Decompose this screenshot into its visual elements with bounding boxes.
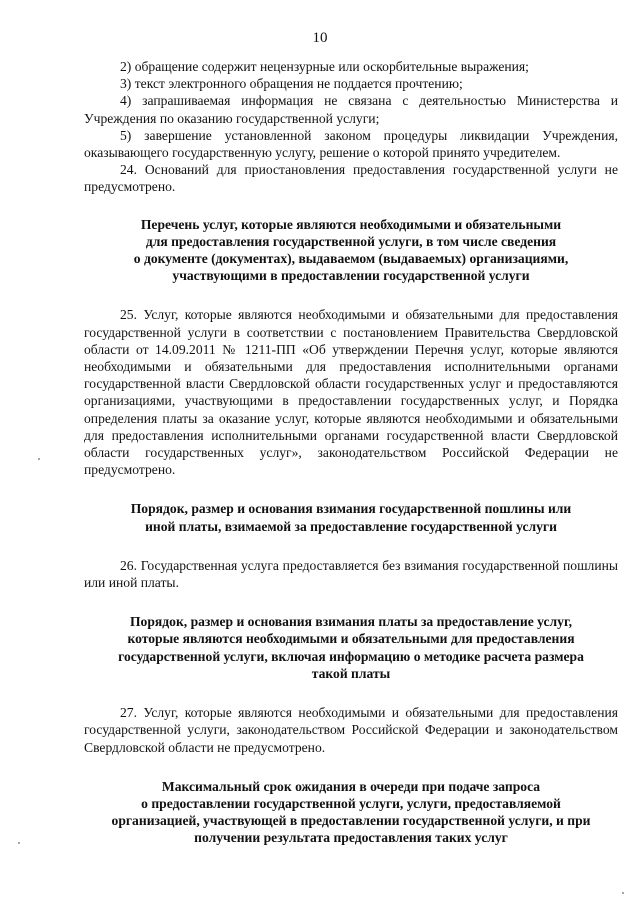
heading-line: иной платы, взимаемой за предоставление государственной услуги [145, 518, 557, 534]
page-number: 10 [312, 30, 328, 46]
section-heading-state-duty [84, 500, 618, 534]
list-item: 4) запрашиваемая информация не связана с деятельностью Министерства и Учреждения по оказанию государственной услуги; [84, 93, 618, 126]
heading-line: Порядок, размер и основания взимания платы за предоставление услуг, [129, 614, 573, 630]
heading-line: о документе (документах), выдаваемом (выдаваемых) организациями, [133, 251, 569, 267]
scan-speck [18, 842, 20, 844]
paragraph-25: 25. Услуг, которые являются необходимыми и обязательными для предоставления государственной услуги в соответствии с постановлением Правительства Свердловской области от 14.09.2011 № 1211-ПП «Об утверждении Перечня услуг, которые являются необходимыми и обязательными для предоставления исполнительными органами государственной власти Свердловской области государственных услуг и предоставляются организациями, участвующими в предоставлении государственных услуг, и Порядка определения платы за оказание услуг, которые являются необходимыми и обязательными для предоставления исполнительными органами государственной власти Свердловской области государственных услуг», законодательством Российской Федерации не предусмотрено. [84, 307, 618, 478]
page-content [84, 58, 618, 847]
scan-speck [622, 892, 624, 894]
list-item: 2) обращение содержит нецензурные или оскорбительные выражения; [120, 59, 529, 74]
section-heading-fee-procedure [84, 613, 618, 682]
heading-line: для предоставления государственной услуги, в том числе сведения [145, 233, 557, 249]
section-heading-required-services [84, 216, 618, 285]
heading-line: Перечень услуг, которые являются необходимыми и обязательными [140, 216, 562, 232]
heading-line: Порядок, размер и основания взимания государственной пошлины или [130, 501, 572, 517]
paragraph-24: 24. Оснований для приостановления предоставления государственной услуги не предусмотрено. [84, 162, 618, 195]
heading-line: такой платы [311, 665, 391, 681]
scan-speck [38, 458, 40, 460]
paragraph-26: 26. Государственная услуга предоставляется без взимания государственной пошлины или иной платы. [84, 557, 618, 591]
heading-line: о предоставлении государственной услуги, услуги, предоставляемой [141, 795, 561, 811]
heading-line: Максимальный срок ожидания в очереди при подаче запроса [161, 778, 541, 794]
heading-line: государственной услуги, включая информацию о методике расчета размера [118, 648, 584, 664]
section-heading-queue-time [84, 778, 618, 847]
paragraph-27: 27. Услуг, которые являются необходимыми и обязательными для предоставления государственной услуги, законодательством Российской Федерации и законодательством Свердловской области не предусмотрено. [84, 705, 618, 755]
heading-line: которые являются необходимыми и обязательными для предоставления [127, 631, 575, 647]
heading-line: получении результата предоставления таких услуг [194, 830, 508, 846]
list-item: 3) текст электронного обращения не поддается прочтению; [120, 76, 463, 92]
heading-line: организацией, участвующей в предоставлении государственной услуги, и при [111, 813, 591, 829]
heading-line: участвующими в предоставлении государственной услуги [172, 268, 530, 284]
list-item: 5) завершение установленной законом процедуры ликвидации Учреждения, оказывающего государственную услугу, решение о которой принято учредителем. [84, 127, 618, 161]
